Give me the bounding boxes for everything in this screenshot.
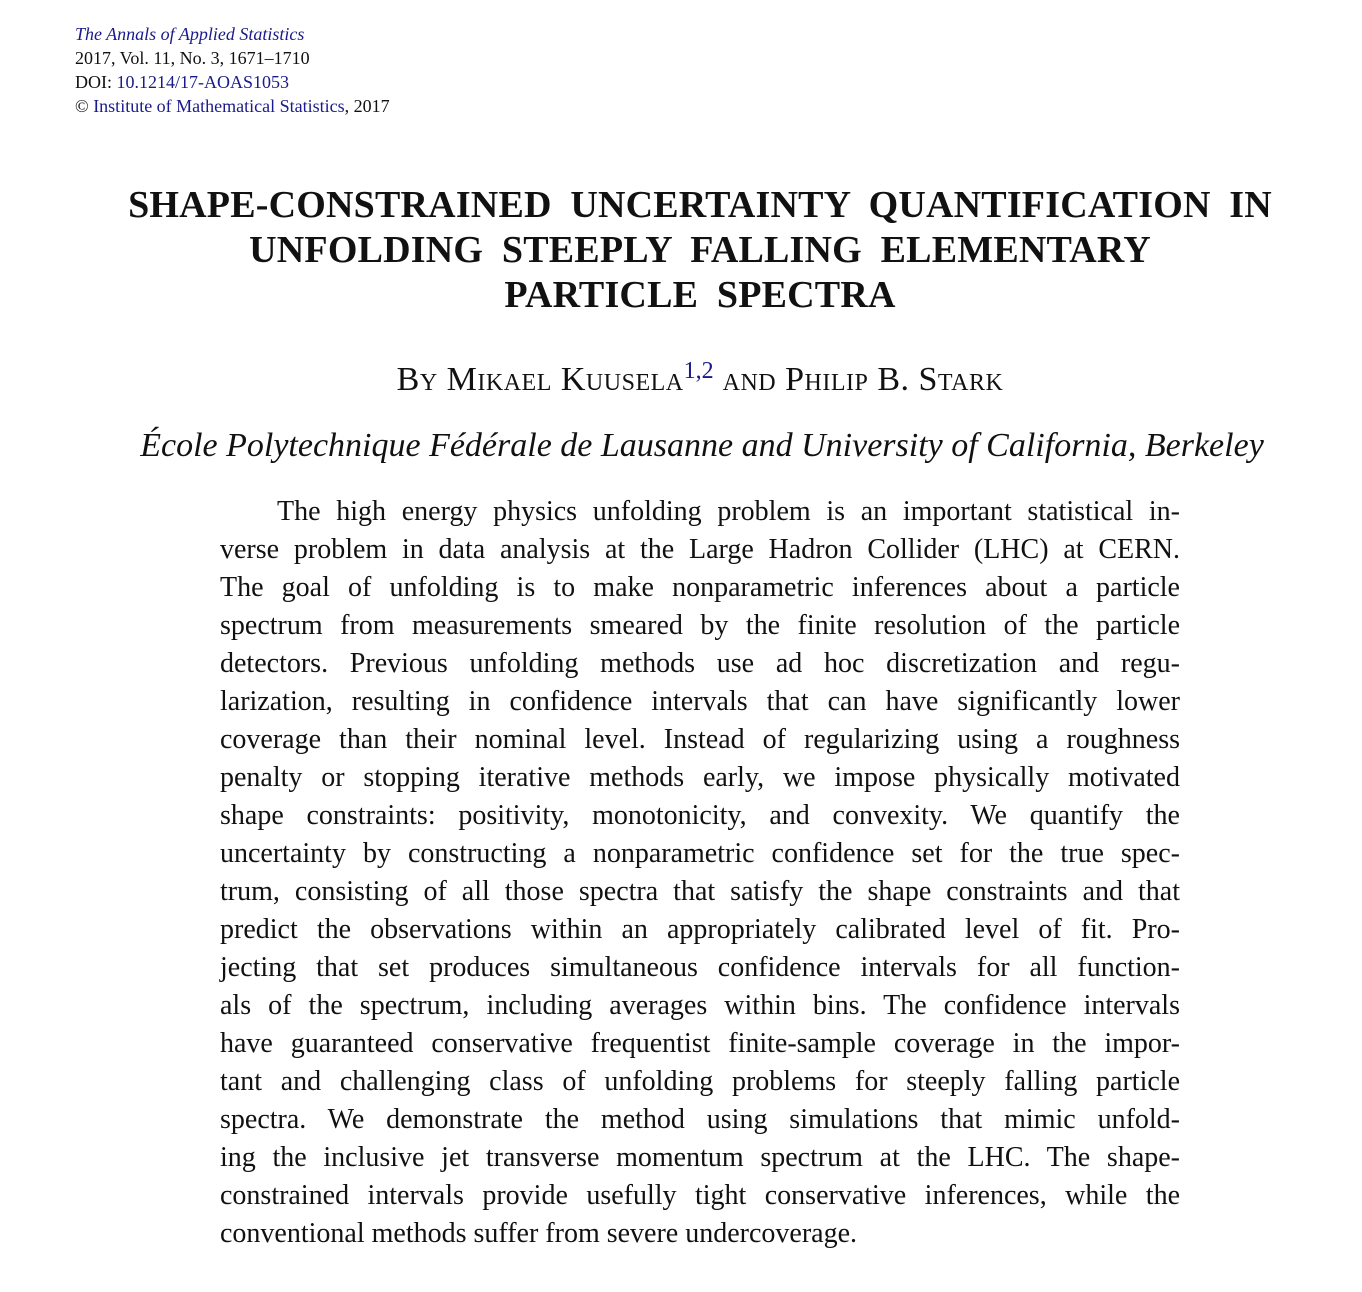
abstract-line: verse problem in data analysis at the Large Hadron Collider (LHC) at CERN. bbox=[220, 534, 1180, 565]
abstract-line: tant and challenging class of unfolding problems for steeply falling particle bbox=[220, 1066, 1180, 1097]
abstract-line: have guaranteed conservative frequentist finite-sample coverage in the impor- bbox=[220, 1028, 1180, 1059]
abstract-line: The goal of unfolding is to make nonparametric inferences about a particle bbox=[220, 572, 1180, 603]
abstract-line: als of the spectrum, including averages within bins. The confidence intervals bbox=[220, 990, 1180, 1021]
abstract-line: ing the inclusive jet transverse momentum spectrum at the LHC. The shape- bbox=[220, 1142, 1180, 1173]
abstract-line: spectra. We demonstrate the method using simulations that mimic unfold- bbox=[220, 1104, 1180, 1135]
abstract-line: penalty or stopping iterative methods early, we impose physically motivated bbox=[220, 762, 1180, 793]
abstract-line: trum, consisting of all those spectra that satisfy the shape constraints and that bbox=[220, 876, 1180, 907]
volume-info: 2017, Vol. 11, No. 3, 1671–1710 bbox=[75, 48, 310, 68]
abstract-line: predict the observations within an appropriately calibrated level of fit. Pro- bbox=[220, 914, 1180, 945]
abstract-line: detectors. Previous unfolding methods use ad hoc discretization and regu- bbox=[220, 648, 1180, 679]
journal-name-link[interactable]: The Annals of Applied Statistics bbox=[75, 24, 305, 44]
abstract-line: uncertainty by constructing a nonparametric confidence set for the true spec- bbox=[220, 838, 1180, 869]
doi-link[interactable]: 10.1214/17-AOAS1053 bbox=[116, 72, 290, 92]
copyright-year: , 2017 bbox=[344, 96, 390, 116]
title-line-1: SHAPE-CONSTRAINED UNCERTAINTY QUANTIFICATION IN bbox=[128, 184, 1272, 226]
title-line-2: UNFOLDING STEEPLY FALLING ELEMENTARY bbox=[249, 229, 1151, 271]
abstract-line: The high energy physics unfolding problem is an important statistical in- bbox=[277, 496, 1180, 527]
journal-header bbox=[75, 22, 390, 118]
copyright-symbol: © bbox=[75, 96, 94, 116]
affiliation: École Polytechnique Fédérale de Lausanne and University of California, Berkeley bbox=[140, 427, 1264, 464]
author-line bbox=[0, 357, 1362, 403]
title-line-3: PARTICLE SPECTRA bbox=[504, 274, 896, 316]
abstract-line: larization, resulting in confidence intervals that can have significantly lower bbox=[220, 686, 1180, 717]
journal-name-line bbox=[75, 22, 390, 46]
abstract-line: shape constraints: positivity, monotonicity, and convexity. We quantify the bbox=[220, 800, 1180, 831]
abstract-line: spectrum from measurements smeared by the finite resolution of the particle bbox=[220, 610, 1180, 641]
abstract-line: jecting that set produces simultaneous confidence intervals for all function- bbox=[220, 952, 1180, 983]
by-word: By bbox=[396, 361, 447, 398]
abstract-line: coverage than their nominal level. Instead of regularizing using a roughness bbox=[220, 724, 1180, 755]
copyright-holder-link[interactable]: Institute of Mathematical Statistics bbox=[93, 96, 345, 116]
copyright-line bbox=[75, 94, 390, 118]
author-2: Philip B. Stark bbox=[785, 361, 1004, 398]
doi-label: DOI: bbox=[75, 72, 117, 92]
abstract bbox=[220, 493, 1180, 1253]
doi-line bbox=[75, 70, 390, 94]
abstract-line: conventional methods suffer from severe undercoverage. bbox=[220, 1218, 858, 1249]
author-1: Mikael Kuusela bbox=[446, 361, 684, 398]
and-word: and bbox=[713, 361, 786, 398]
abstract-line: constrained intervals provide usefully tight conservative inferences, while the bbox=[220, 1180, 1180, 1211]
paper-title bbox=[0, 183, 1362, 318]
author-1-affiliation-marks[interactable]: 1,2 bbox=[683, 358, 714, 384]
